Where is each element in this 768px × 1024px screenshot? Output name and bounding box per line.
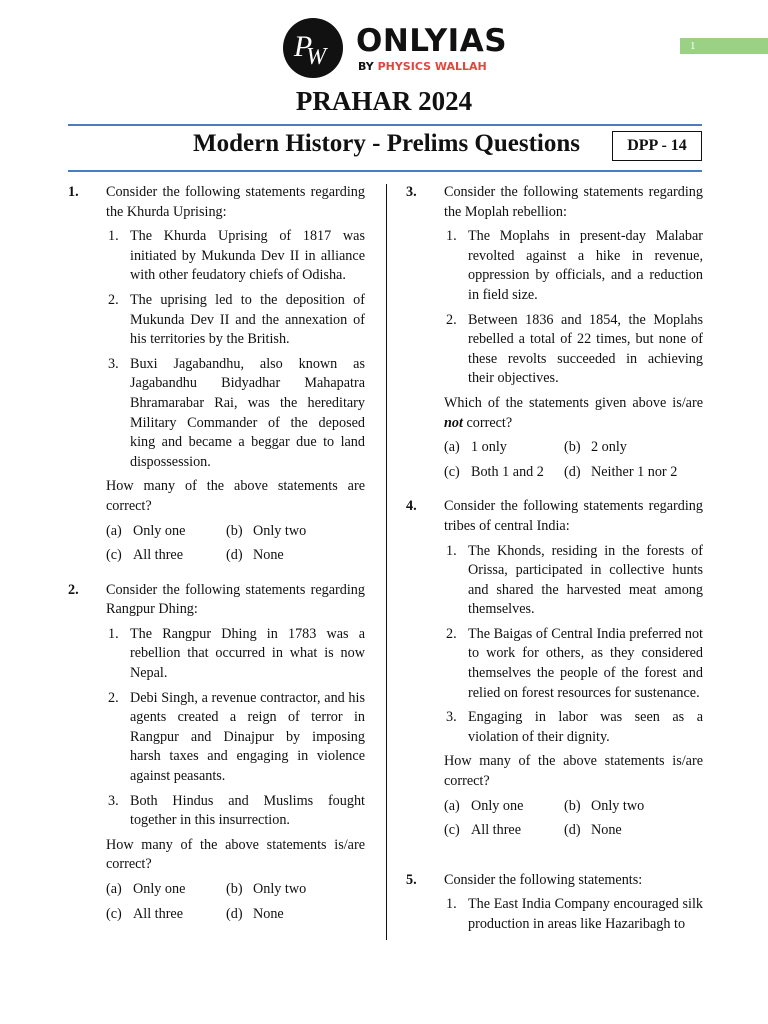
statement: 1. The Khurda Uprising of 1817 was initiated by Mukunda Dev II in alliance with other feudatory chiefs of Odisha. [108, 228, 365, 284]
answer-options [444, 797, 703, 841]
option-d: (d) None [226, 547, 284, 564]
question-4 [406, 497, 703, 841]
statement: 3. Engaging in labor was seen as a violation of their dignity. [446, 709, 703, 745]
option-c: (c) All three [444, 822, 522, 839]
page-title: PRAHAR 2024 [295, 86, 473, 116]
question-prompt: Which of the statements given above is/are not correct? [444, 394, 703, 431]
question-stem: Consider the following statements: [444, 871, 643, 888]
brand-sub: BY PHYSICS WALLAH [358, 60, 487, 73]
pw-logo-icon: $P_W$ [283, 18, 343, 78]
title-rule-top [68, 124, 702, 126]
answer-options [106, 880, 365, 924]
brand-name: ONLYIAS [356, 23, 508, 59]
option-c: (c) All three [106, 905, 184, 922]
question-number: 4. [406, 498, 417, 515]
option-d: (d) None [226, 905, 284, 922]
statement: 2. The uprising led to the deposition of Mukunda Dev II and the annexation of his territories by the British. [108, 291, 365, 348]
statement: 2. The Baigas of Central India preferred not to work for others, as they considered themselves the people of the forest and relied on forest resources for sustenance. [446, 625, 703, 701]
question-stem: Consider the following statements regarding the Khurda Uprising: [106, 184, 365, 220]
statement: 1. The East India Company encouraged silk production in areas like Hazaribagh to [446, 896, 703, 932]
question-number: 5. [406, 871, 417, 888]
question-prompt: How many of the above statements are correct? [106, 478, 365, 514]
question-3 [406, 183, 703, 482]
option-a: (a) 1 only [444, 439, 507, 456]
right-column [406, 183, 703, 935]
question-prompt: How many of the above statements is/are correct? [444, 753, 703, 790]
statement: 1. The Rangpur Dhing in 1783 was a rebellion that occurred in what is now Nepal. [108, 625, 365, 682]
option-b: (b) Only two [226, 522, 307, 539]
option-a: (a) Only one [444, 797, 524, 814]
option-a: (a) Only one [106, 881, 186, 897]
question-number: 1. [68, 184, 79, 200]
option-d: (d) Neither 1 nor 2 [564, 463, 678, 480]
statement: 1. The Moplahs in present-day Malabar revolted against a hike in revenue, oppression by officials, and a reduction in field size. [446, 228, 703, 303]
option-d: (d) None [564, 822, 622, 839]
statement: 2. Between 1836 and 1854, the Moplahs rebelled a total of 22 times, but none of these revolts succeeded in achieving their objectives. [446, 311, 703, 387]
question-stem: Consider the following statements regarding the Moplah rebellion: [444, 184, 703, 220]
option-b: (b) 2 only [564, 439, 627, 456]
page-number-tab: 1 [680, 38, 768, 54]
subject-heading: Modern History - Prelims Questions [193, 130, 580, 157]
question-stem: Consider the following statements regarding tribes of central India: [444, 498, 703, 534]
brand-header [0, 10, 768, 80]
statement: 3. Buxi Jagabandhu, also known as Jagabandhu Bidyadhar Mahapatra Bhramarabar Rai, was the hereditary Military Commander of the deposed king and became a beggar due to land dispossession. [108, 355, 365, 470]
question-number: 3. [406, 184, 417, 200]
statement: 2. Debi Singh, a revenue contractor, and his agents created a reign of terror in Rangpur and Dinajpur by imposing harsh taxes and engaging in violence against peasants. [108, 689, 365, 785]
question-prompt: How many of the above statements is/are correct? [106, 836, 365, 873]
option-c: (c) All three [106, 547, 184, 564]
title-rule-bottom [68, 170, 702, 172]
question-1 [68, 183, 365, 566]
option-a: (a) Only one [106, 522, 186, 539]
question-2 [68, 581, 365, 925]
statement: 1. The Khonds, residing in the forests of Orissa, participated in collective hunts and shared the harvested meat among themselves. [446, 542, 703, 618]
dpp-badge: DPP - 14 [612, 131, 702, 161]
column-divider [386, 184, 387, 940]
question-number: 2. [68, 581, 79, 598]
statement: 3. Both Hindus and Muslims fought together in this insurrection. [108, 792, 365, 829]
answer-options [106, 522, 365, 566]
answer-options [444, 438, 703, 482]
question-stem: Consider the following statements regarding Rangpur Dhing: [106, 581, 365, 618]
option-b: (b) Only two [226, 881, 307, 897]
question-5 [406, 871, 703, 935]
option-b: (b) Only two [564, 797, 645, 814]
left-column [68, 183, 365, 924]
option-c: (c) Both 1 and 2 [444, 463, 544, 480]
